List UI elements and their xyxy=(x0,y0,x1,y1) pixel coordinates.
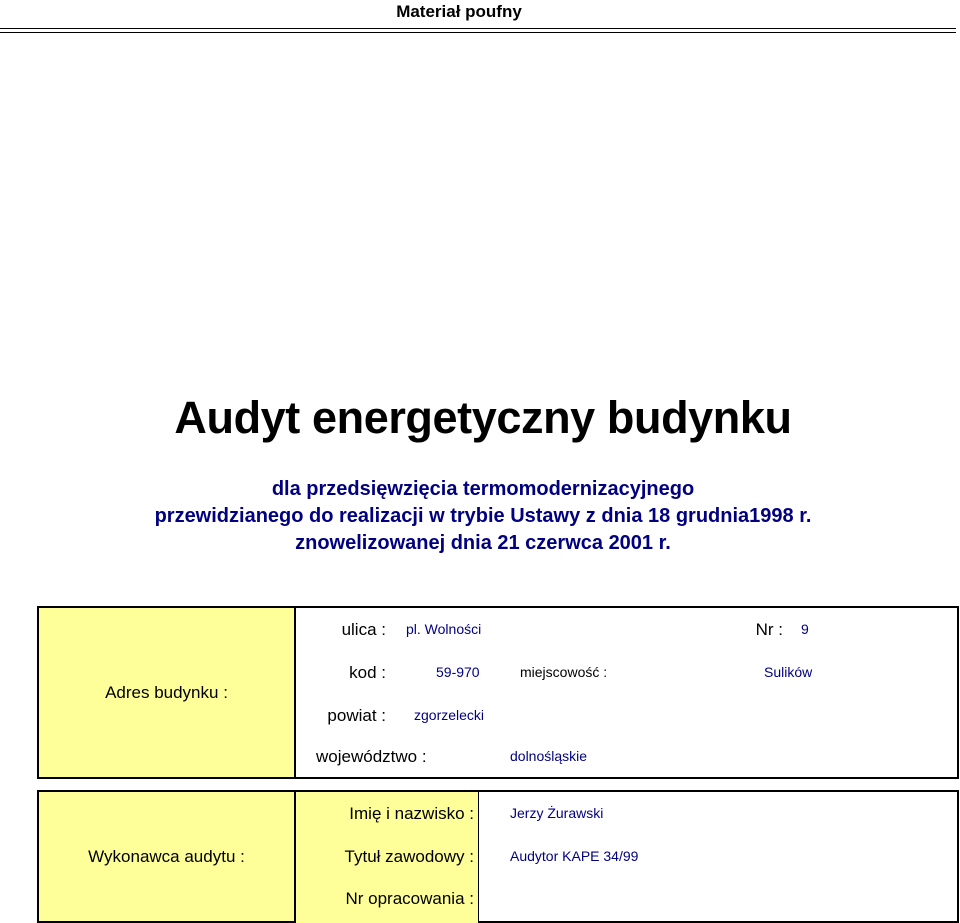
number-label: Nr : xyxy=(755,620,783,639)
subtitle-line-1: dla przedsięwzięcia termomodernizacyjnego xyxy=(271,478,695,500)
city-label: miejscowość : xyxy=(520,664,608,680)
auditor-section-label-box xyxy=(37,790,296,923)
city-value: Sulików xyxy=(764,664,813,680)
street-value: pl. Wolności xyxy=(406,621,482,637)
document-number-label: Nr opracowania : xyxy=(345,889,474,908)
county-label: powiat : xyxy=(327,706,386,725)
address-section-label: Adres budynku : xyxy=(105,682,228,702)
subtitle-line-2: przewidzianego do realizacji w trybie Ustawy z dnia 18 grudnia1998 r. xyxy=(154,505,812,527)
professional-title-label: Tytuł zawodowy : xyxy=(344,847,474,866)
name-label: Imię i nazwisko : xyxy=(349,804,474,823)
postal-code-value: 59-970 xyxy=(436,664,480,680)
professional-title-value: Audytor KAPE 34/99 xyxy=(510,848,639,864)
auditor-section-label: Wykonawca audytu : xyxy=(88,846,245,866)
header-rule-bottom xyxy=(0,32,956,33)
street-label: ulica : xyxy=(341,620,386,639)
number-value: 9 xyxy=(801,621,809,637)
document-title: Audyt energetyczny budynku xyxy=(174,392,792,443)
county-value: zgorzelecki xyxy=(414,707,485,723)
voivodeship-label: województwo : xyxy=(316,747,427,766)
name-value: Jerzy Żurawski xyxy=(510,805,604,821)
subtitle-line-3: znowelizowanej dnia 21 czerwca 2001 r. xyxy=(295,532,671,554)
voivodeship-value: dolnośląskie xyxy=(510,748,588,764)
header-rule-top xyxy=(0,28,956,29)
confidentiality-label: Materiał poufny xyxy=(396,2,522,21)
address-section-label-box xyxy=(37,606,296,779)
postal-code-label: kod : xyxy=(349,663,386,682)
